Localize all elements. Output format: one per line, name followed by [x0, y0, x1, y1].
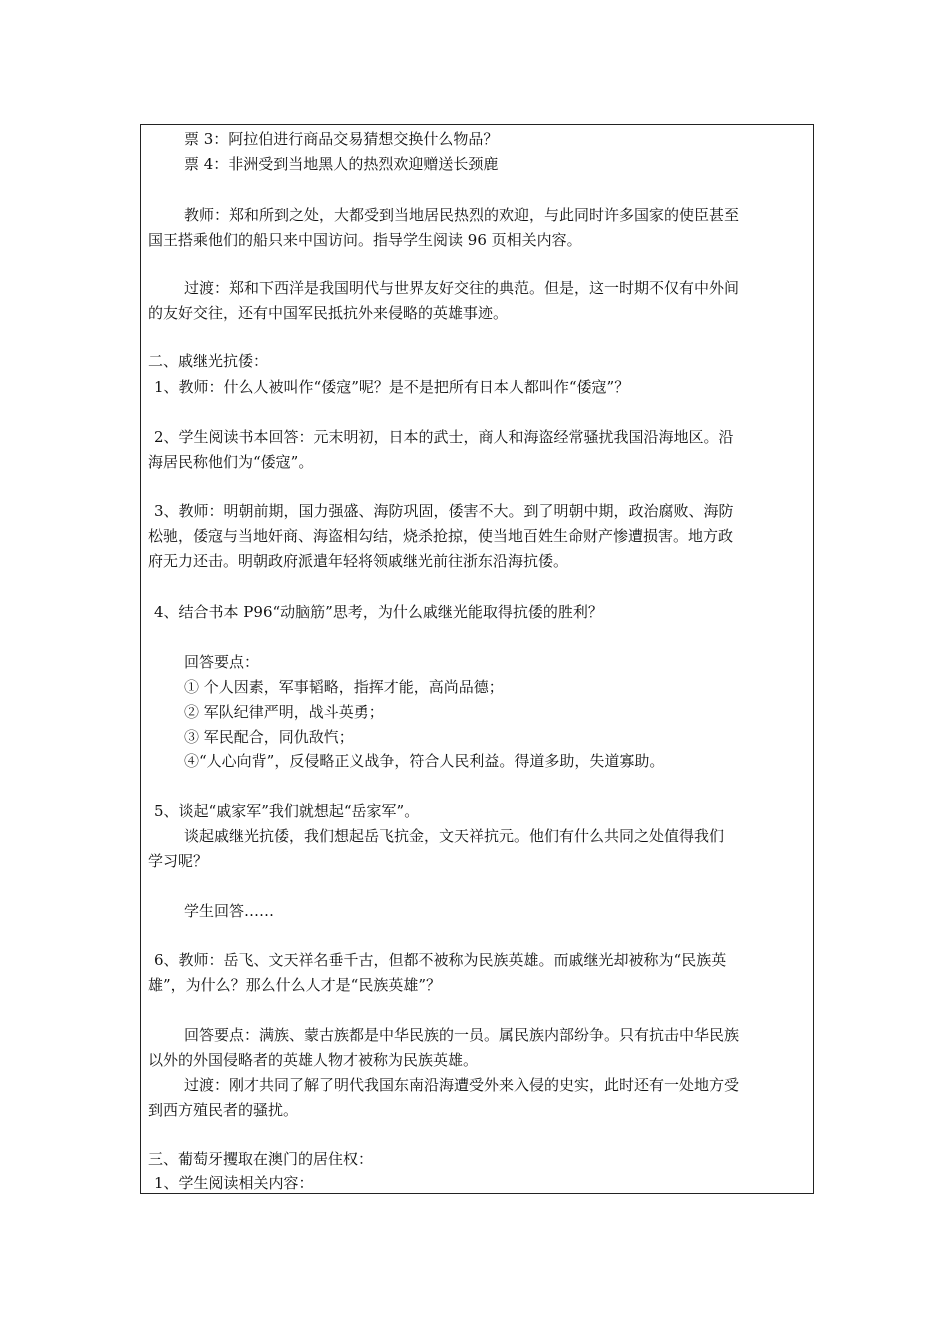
teacher-paragraph-line: 教师：郑和所到之处，大都受到当地居民热烈的欢迎，与此同时许多国家的使臣甚至 [184, 206, 740, 224]
item-3-line: 松驰，倭寇与当地奸商、海盗相勾结，烧杀抢掠，使当地百姓生命财产惨遭损害。地方政 [148, 527, 734, 545]
transition-paragraph-line: 过渡：郑和下西洋是我国明代与世界友好交往的典范。但是，这一时期不仅有中外间 [184, 279, 740, 297]
teacher-paragraph-line: 国王搭乘他们的船只来中国访问。指导学生阅读 96 页相关内容。 [148, 231, 582, 249]
answer-paragraph-line: 以外的外国侵略者的英雄人物才被称为民族英雄。 [148, 1051, 479, 1069]
answer-point: ④“人心向背”，反侵略正义战争，符合人民利益。得道多助，失道寡助。 [184, 752, 665, 770]
answer-point: ③ 军民配合，同仇敌忾； [184, 728, 354, 746]
transition-paragraph-line: 到西方殖民者的骚扰。 [148, 1101, 299, 1119]
ticket-3-line: 票 3：阿拉伯进行商品交易猜想交换什么物品？ [184, 130, 499, 148]
section-heading-2: 二、戚继光抗倭： [148, 352, 269, 370]
student-answer-line: 学生回答…… [184, 902, 275, 920]
item-5-line: 学习呢？ [148, 852, 209, 870]
item-6-line: 雄”，为什么？那么什么人才是“民族英雄”？ [148, 976, 442, 994]
answer-point: ② 军队纪律严明，战斗英勇； [184, 703, 384, 721]
item-5-line: 5、谈起“戚家军”我们就想起“岳家军”。 [154, 802, 420, 820]
section-heading-3: 三、葡萄牙攫取在澳门的居住权： [148, 1150, 374, 1168]
item-2-line: 海居民称他们为“倭寇”。 [148, 453, 314, 471]
item-6-line: 6、教师：岳飞、文天祥名垂千古，但都不被称为民族英雄。而戚继光却被称为“民族英 [154, 951, 727, 969]
item-1-line: 1、教师：什么人被叫作“倭寇”呢？是不是把所有日本人都叫作“倭寇”？ [154, 378, 630, 396]
answer-points-heading: 回答要点： [184, 653, 260, 671]
item-4-line: 4、结合书本 P96“动脑筋”思考，为什么戚继光能取得抗倭的胜利？ [154, 603, 603, 621]
transition-paragraph-line: 过渡：刚才共同了解了明代我国东南沿海遭受外来入侵的史实，此时还有一处地方受 [184, 1076, 740, 1094]
item-1-line: 1、学生阅读相关内容： [154, 1174, 314, 1192]
answer-paragraph-line: 回答要点：满族、蒙古族都是中华民族的一员。属民族内部纷争。只有抗击中华民族 [184, 1026, 740, 1044]
item-2-line: 2、学生阅读书本回答：元末明初，日本的武士，商人和海盗经常骚扰我国沿海地区。沿 [154, 428, 734, 446]
transition-paragraph-line: 的友好交往，还有中国军民抵抗外来侵略的英雄事迹。 [148, 304, 509, 322]
ticket-4-line: 票 4：非洲受到当地黑人的热烈欢迎赠送长颈鹿 [184, 155, 499, 173]
answer-point: ① 个人因素，军事韬略，指挥才能，高尚品德； [184, 678, 504, 696]
item-3-line: 3、教师：明朝前期，国力强盛、海防巩固，倭害不大。到了明朝中期，政治腐败、海防 [154, 502, 734, 520]
item-3-line: 府无力还击。明朝政府派遣年轻将领戚继光前往浙东沿海抗倭。 [148, 552, 569, 570]
item-5-line: 谈起戚继光抗倭，我们想起岳飞抗金，文天祥抗元。他们有什么共同之处值得我们 [184, 827, 725, 845]
